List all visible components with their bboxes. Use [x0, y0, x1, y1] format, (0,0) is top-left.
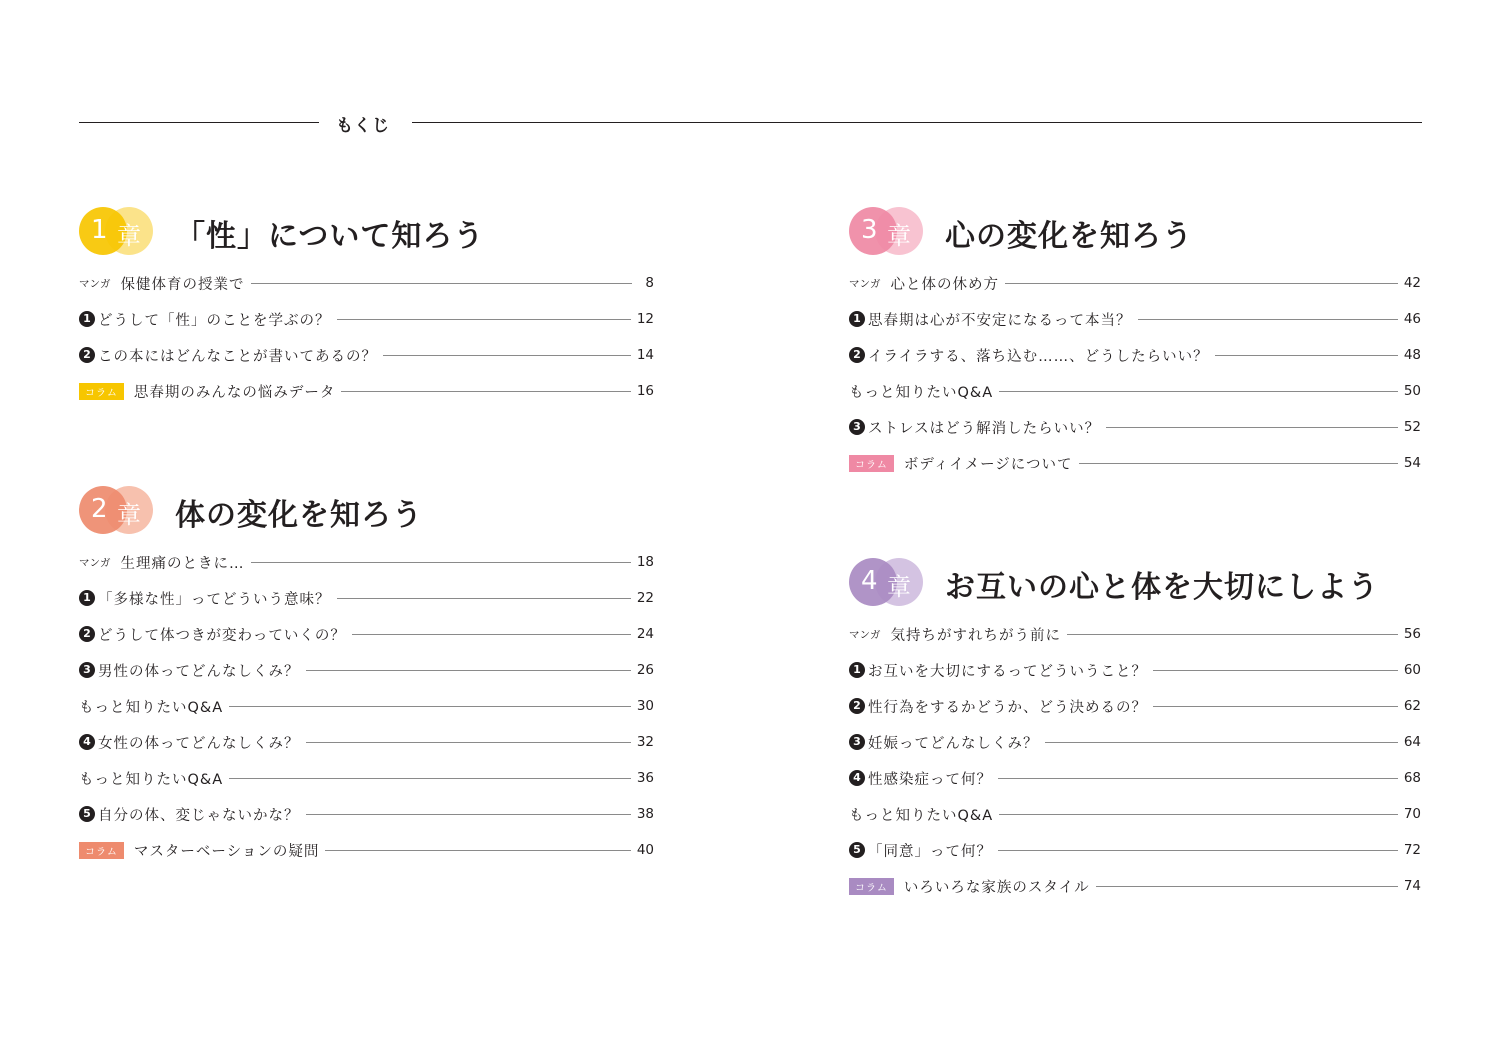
toc-entry[interactable]	[849, 445, 1421, 481]
entry-label: 生理痛のときに…	[120, 555, 245, 572]
toc-entry[interactable]	[79, 688, 654, 724]
leader-line	[306, 742, 631, 743]
page-number: 14	[636, 347, 654, 363]
entry-label: どうして「性」のことを学ぶの？	[98, 312, 331, 329]
page-number: 54	[1403, 455, 1421, 471]
entry-label: お互いを大切にするってどういうこと？	[868, 663, 1147, 680]
entry-label: イライラする、落ち込む……、どうしたらいい？	[868, 348, 1209, 365]
chapter-number: 3	[861, 215, 878, 245]
entry-label: この本にはどんなことが書いてあるの？	[98, 348, 377, 365]
header-rule-left	[79, 122, 319, 123]
column-tag: コラム	[79, 383, 124, 400]
entry-number-badge: 5	[79, 806, 95, 822]
leader-line	[999, 814, 1398, 815]
entry-number-badge: 5	[849, 842, 865, 858]
toc-entry[interactable]	[79, 724, 654, 760]
toc-entry[interactable]	[849, 301, 1421, 337]
leader-line	[337, 598, 631, 599]
toc-title: もくじ	[336, 116, 390, 136]
chapter-heading	[849, 558, 1421, 606]
leader-line	[1153, 706, 1398, 707]
manga-tag: マンガ	[79, 556, 111, 569]
toc-entry[interactable]	[79, 796, 654, 832]
toc-entry[interactable]	[849, 796, 1421, 832]
toc-entry[interactable]	[849, 688, 1421, 724]
page-number: 74	[1403, 878, 1421, 894]
page-number: 16	[636, 383, 654, 399]
entry-label: 妊娠ってどんなしくみ？	[868, 735, 1039, 752]
leader-line	[1106, 427, 1398, 428]
chapter-number: 2	[91, 494, 108, 524]
page-number: 32	[636, 734, 654, 750]
chapter-4	[849, 558, 1421, 904]
entry-label: 「多様な性」ってどういう意味？	[98, 591, 331, 608]
leader-line	[1045, 742, 1398, 743]
page-number: 50	[1403, 383, 1421, 399]
chapter-heading	[79, 207, 654, 255]
page-number: 8	[645, 275, 654, 291]
entry-label: ボディイメージについて	[903, 456, 1073, 473]
toc-entry[interactable]	[849, 337, 1421, 373]
entry-label: 性行為をするかどうか、どう決めるの？	[868, 699, 1147, 716]
entry-label: 保健体育の授業で	[120, 276, 245, 293]
chapter-badge	[849, 207, 931, 255]
entry-number-badge: 1	[849, 311, 865, 327]
chapter-suffix: 章	[887, 222, 911, 250]
chapter-badge	[79, 486, 161, 534]
page-number: 70	[1403, 806, 1421, 822]
column-tag: コラム	[79, 842, 124, 859]
leader-line	[341, 391, 630, 392]
entry-label: 男性の体ってどんなしくみ？	[98, 663, 300, 680]
chapter-title[interactable]: 体の変化を知ろう	[175, 498, 423, 533]
entry-label: いろいろな家族のスタイル	[903, 879, 1090, 896]
chapter-heading	[79, 486, 654, 534]
toc-entry[interactable]	[849, 409, 1421, 445]
entry-label: もっと知りたいQ&A	[79, 699, 224, 716]
leader-line	[999, 391, 1398, 392]
page-number: 68	[1403, 770, 1421, 786]
entry-number-badge: 2	[849, 698, 865, 714]
toc-entry[interactable]	[79, 652, 654, 688]
leader-line	[1153, 670, 1398, 671]
column-tag: コラム	[849, 455, 894, 472]
page-number: 42	[1403, 275, 1421, 291]
chapter-2	[79, 486, 654, 868]
chapter-badge	[849, 558, 931, 606]
leader-line	[306, 670, 631, 671]
toc-entry[interactable]	[79, 373, 654, 409]
entry-label: もっと知りたいQ&A	[849, 384, 994, 401]
page-number: 56	[1403, 626, 1421, 642]
toc-entry[interactable]	[79, 580, 654, 616]
entry-number-badge: 3	[849, 734, 865, 750]
leader-line	[383, 355, 631, 356]
entry-number-badge: 3	[79, 662, 95, 678]
chapter-number: 1	[91, 215, 108, 245]
chapter-heading	[849, 207, 1421, 255]
entry-label: もっと知りたいQ&A	[79, 771, 224, 788]
toc-entry[interactable]	[849, 373, 1421, 409]
leader-line	[1067, 634, 1398, 635]
chapter-3	[849, 207, 1421, 481]
entry-label: 思春期は心が不安定になるって本当？	[868, 312, 1132, 329]
page-number: 12	[636, 311, 654, 327]
page-number: 22	[636, 590, 654, 606]
leader-line	[352, 634, 631, 635]
manga-tag: マンガ	[849, 277, 881, 290]
column-tag: コラム	[849, 878, 894, 895]
entry-number-badge: 4	[79, 734, 95, 750]
toc-entry[interactable]	[79, 301, 654, 337]
chapter-title[interactable]: 「性」について知ろう	[175, 219, 485, 254]
page-number: 62	[1403, 698, 1421, 714]
chapter-suffix: 章	[887, 573, 911, 601]
leader-line	[1079, 463, 1398, 464]
toc-entry[interactable]	[79, 616, 654, 652]
entry-number-badge: 2	[79, 626, 95, 642]
leader-line	[998, 778, 1398, 779]
leader-line	[306, 814, 631, 815]
entry-label: 思春期のみんなの悩みデータ	[133, 384, 336, 401]
leader-line	[1138, 319, 1398, 320]
page-number: 18	[636, 554, 654, 570]
leader-line	[229, 778, 631, 779]
manga-tag: マンガ	[79, 277, 111, 290]
toc-entry[interactable]	[79, 544, 654, 580]
toc-entry[interactable]	[849, 652, 1421, 688]
entry-label: マスターベーションの疑問	[133, 843, 320, 860]
entry-label: もっと知りたいQ&A	[849, 807, 994, 824]
chapter-suffix: 章	[117, 222, 141, 250]
entry-label: 「同意」って何？	[868, 843, 992, 860]
toc-entry[interactable]	[849, 724, 1421, 760]
entry-label: ストレスはどう解消したらいい？	[868, 420, 1101, 437]
toc-entry[interactable]	[849, 760, 1421, 796]
entry-number-badge: 1	[79, 590, 95, 606]
toc-entry[interactable]	[849, 868, 1421, 904]
chapter-number: 4	[861, 566, 878, 596]
entry-number-badge: 2	[849, 347, 865, 363]
page-number: 60	[1403, 662, 1421, 678]
toc-entry[interactable]	[849, 265, 1421, 301]
leader-line	[1005, 283, 1398, 284]
toc-entry[interactable]	[849, 832, 1421, 868]
entry-label: 気持ちがすれちがう前に	[890, 627, 1061, 644]
chapter-suffix: 章	[117, 501, 141, 529]
entry-label: 女性の体ってどんなしくみ？	[98, 735, 300, 752]
page-number: 52	[1403, 419, 1421, 435]
page-number: 36	[636, 770, 654, 786]
page-number: 64	[1403, 734, 1421, 750]
chapter-title[interactable]: お互いの心と体を大切にしよう	[945, 570, 1379, 605]
leader-line	[251, 283, 633, 284]
leader-line	[251, 562, 631, 563]
entry-number-badge: 1	[849, 662, 865, 678]
header-rule-right	[412, 122, 1422, 123]
page-number: 72	[1403, 842, 1421, 858]
entry-number-badge: 2	[79, 347, 95, 363]
chapter-1	[79, 207, 654, 409]
page-number: 48	[1403, 347, 1421, 363]
toc-entry[interactable]	[79, 760, 654, 796]
page-number: 38	[636, 806, 654, 822]
chapter-badge	[79, 207, 161, 255]
leader-line	[1096, 886, 1398, 887]
toc-entry[interactable]	[79, 265, 654, 301]
toc-entry[interactable]	[849, 616, 1421, 652]
manga-tag: マンガ	[849, 628, 881, 641]
leader-line	[325, 850, 630, 851]
toc-entry[interactable]	[79, 832, 654, 868]
page-number: 30	[636, 698, 654, 714]
chapter-title[interactable]: 心の変化を知ろう	[945, 219, 1193, 254]
entry-number-badge: 1	[79, 311, 95, 327]
entry-label: 自分の体、変じゃないかな？	[98, 807, 300, 824]
leader-line	[337, 319, 631, 320]
page-number: 24	[636, 626, 654, 642]
entry-label: 性感染症って何？	[868, 771, 992, 788]
entry-label: 心と体の休め方	[890, 276, 999, 293]
page-number: 40	[636, 842, 654, 858]
entry-number-badge: 3	[849, 419, 865, 435]
entry-number-badge: 4	[849, 770, 865, 786]
leader-line	[998, 850, 1398, 851]
toc-entry[interactable]	[79, 337, 654, 373]
leader-line	[1215, 355, 1398, 356]
page-number: 26	[636, 662, 654, 678]
entry-label: どうして体つきが変わっていくの？	[98, 627, 346, 644]
leader-line	[229, 706, 631, 707]
page-number: 46	[1403, 311, 1421, 327]
